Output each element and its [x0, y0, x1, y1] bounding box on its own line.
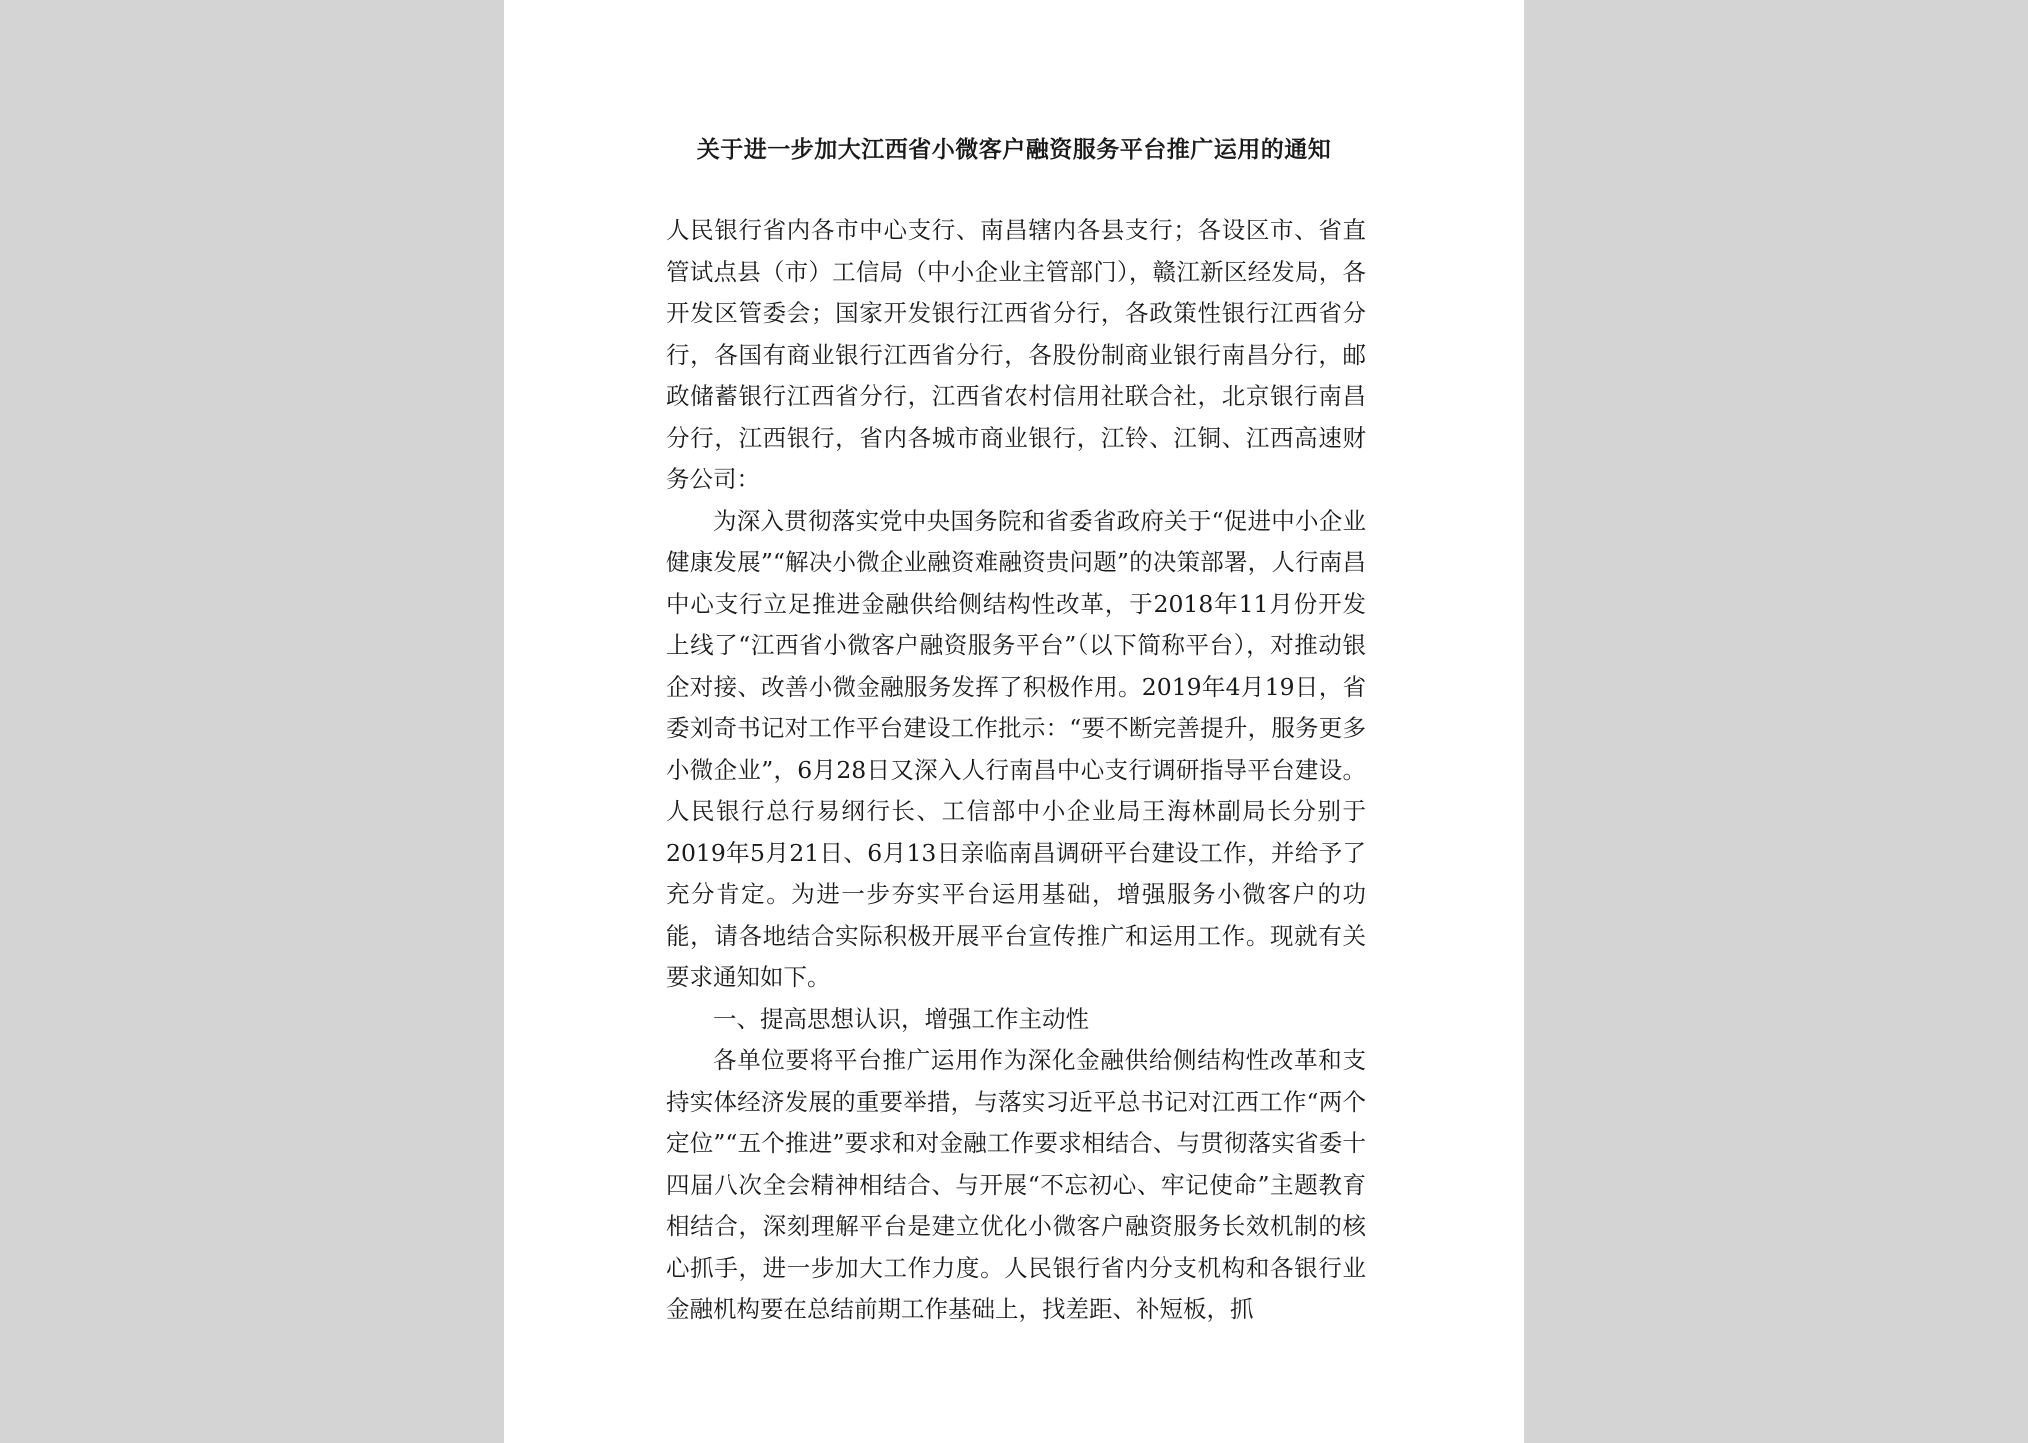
document-body [666, 210, 1366, 1331]
document-title: 关于进一步加大江西省小微客户融资服务平台推广运用的通知 [696, 136, 1332, 163]
section-heading-1: 一、提高思想认识，增强工作主动性 [713, 1004, 1089, 1033]
intro-paragraph: 为深入贯彻落实党中央国务院和省委省政府关于“促进中小企业健康发展”“解决小微企业融资难融资贵问题”的决策部署，人行南昌中心支行立足推进金融供给侧结构性改革，于2018年11月份开发上线了“江西省小微客户融资服务平台”（以下简称平台），对推动银企对接、改善小微金融服务发挥了积极作用。2019年4月19日，省委刘奇书记对工作平台建设工作批示：“要不断完善提升，服务更多小微企业”，6月28日又深入人行南昌中心支行调研指导平台建设。人民银行总行易纲行长、工信部中小企业局王海林副局长分别于2019年5月21日、6月13日亲临南昌调研平台建设工作，并给予了充分肯定。为进一步夯实平台运用基础，增强服务小微客户的功能，请各地结合实际积极开展平台宣传推广和运用工作。现就有关要求通知如下。 [666, 506, 1366, 991]
document-page [504, 0, 1524, 1443]
section-1-paragraph: 各单位要将平台推广运用作为深化金融供给侧结构性改革和支持实体经济发展的重要举措，与落实习近平总书记对江西工作“两个定位”“五个推进”要求和对金融工作要求相结合、与贯彻落实省委十四届八次全会精神相结合、与开展“不忘初心、牢记使命”主题教育相结合，深刻理解平台是建立优化小微客户融资服务长效机制的核心抓手，进一步加大工作力度。人民银行省内分支机构和各银行业金融机构要在总结前期工作基础上，找差距、补短板，抓 [666, 1046, 1366, 1323]
addressee-paragraph: 人民银行省内各市中心支行、南昌辖内各县支行；各设区市、省直管试点县（市）工信局（中小企业主管部门），赣江新区经发局，各开发区管委会；国家开发银行江西省分行，各政策性银行江西省分行，各国有商业银行江西省分行，各股份制商业银行南昌分行，邮政储蓄银行江西省分行，江西省农村信用社联合社，北京银行南昌分行，江西银行，省内各城市商业银行，江铃、江铜、江西高速财务公司： [666, 216, 1366, 493]
